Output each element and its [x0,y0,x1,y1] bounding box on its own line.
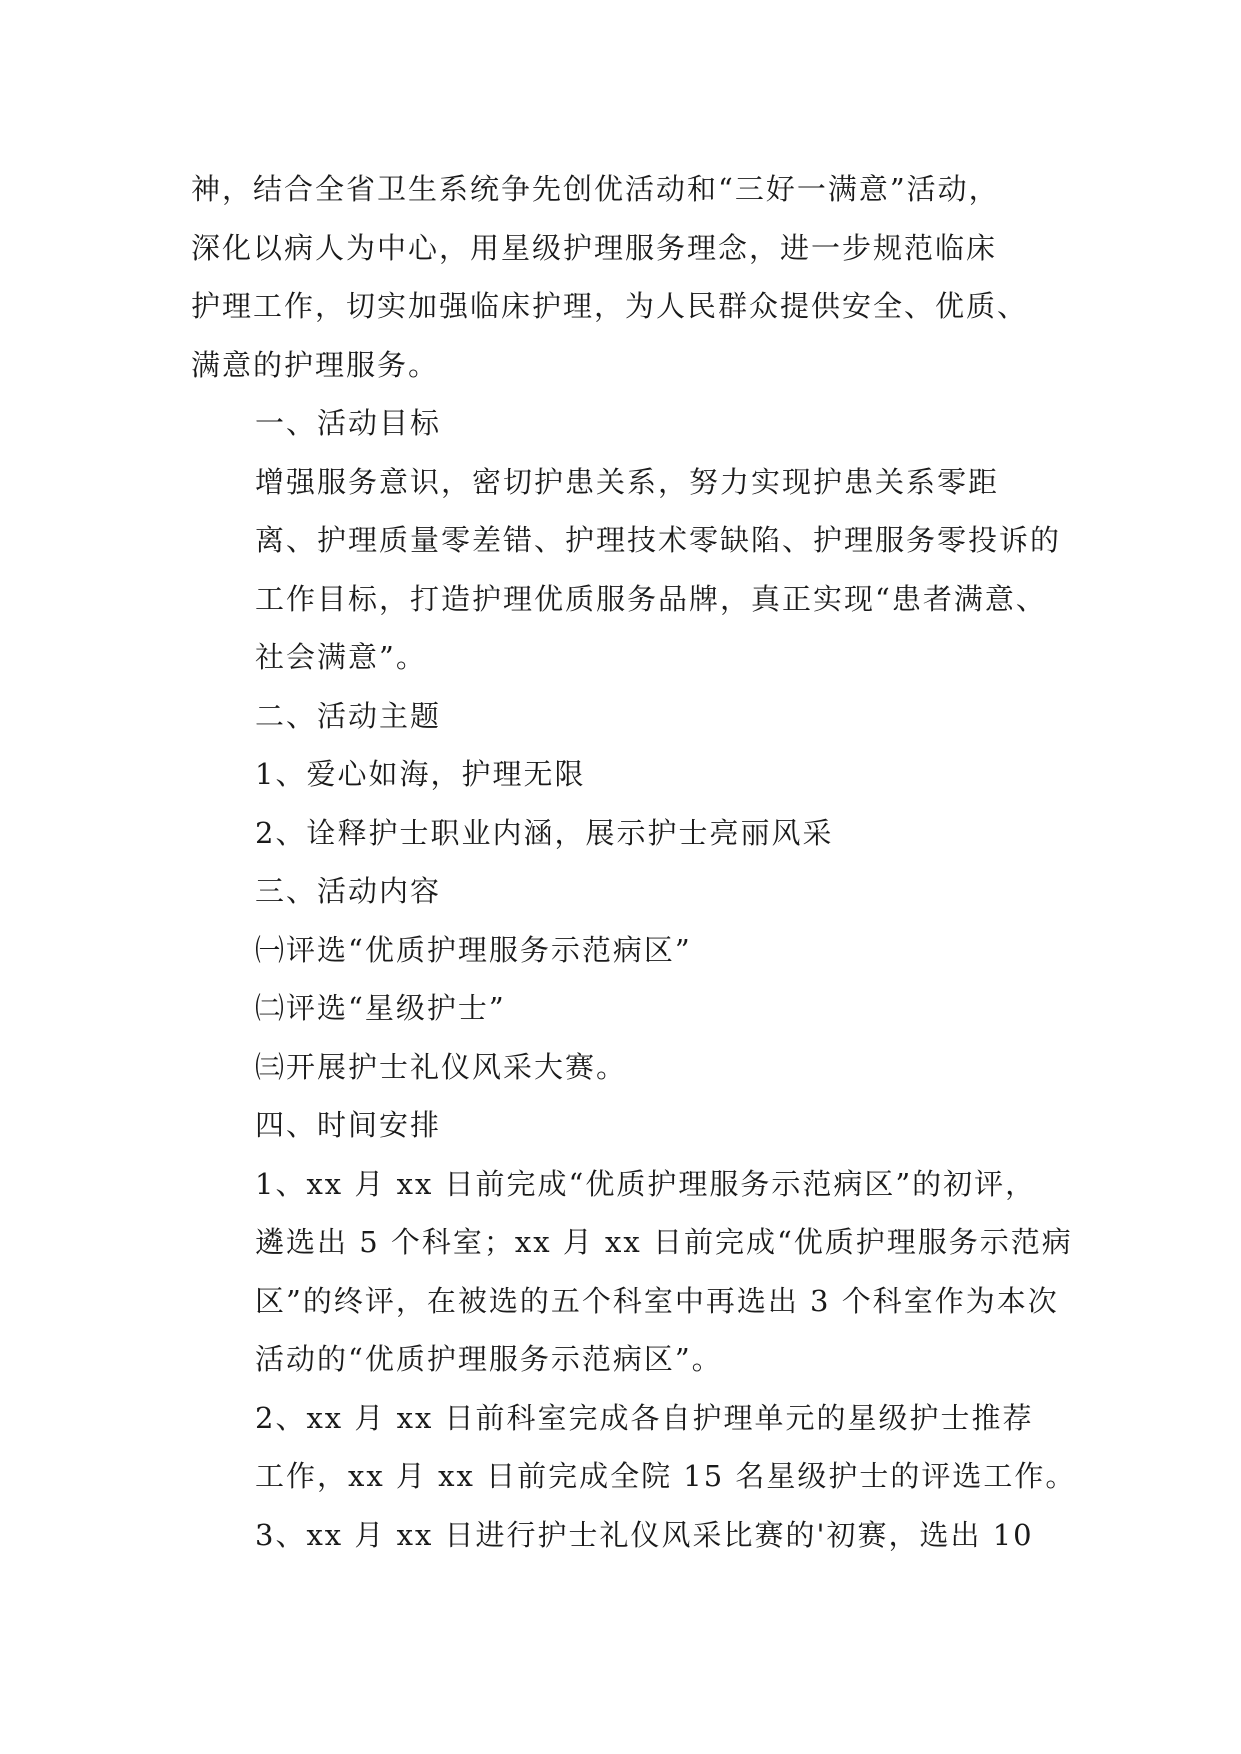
paragraph [191,1506,1051,1565]
text-line: 神，结合全省卫生系统争先创优活动和“三好一满意”活动， [191,172,1000,206]
paragraph [191,687,1051,746]
paragraph [191,862,1051,921]
text-line: 三、活动内容 [255,874,442,908]
text-line: ㈠评选“优质护理服务示范病区” [255,932,692,967]
paragraph [191,1389,1077,1506]
document-body [191,160,1077,1564]
text-line: 四、时间安排 [255,1108,442,1142]
paragraph [191,1038,1051,1097]
paragraph [191,921,1051,980]
text-line: 1、xx 月 xx 日前完成“优质护理服务示范病区”的初评， [255,1166,1037,1201]
text-line: 工作，xx 月 xx 日前完成全院 15 名星级护士的评选工作。 [255,1459,1077,1493]
text-line: ㈢开展护士礼仪风采大赛。 [255,1049,628,1084]
paragraph [191,1155,1073,1389]
text-line: 满意的护理服务。 [191,347,440,382]
text-line: 二、活动主题 [255,698,442,733]
text-line: 增强服务意识，密切护患关系，努力实现护患关系零距 [255,464,1000,499]
paragraph [191,979,1051,1038]
text-line: 2、诠释护士职业内涵，展示护士亮丽风采 [255,815,834,850]
text-line: 1、爱心如海，护理无限 [255,757,586,791]
text-line: 护理工作，切实加强临床护理，为人民群众提供安全、优质、 [191,289,1029,323]
text-line: ㈡评选“星级护士” [255,991,506,1025]
text-line: 活动的“优质护理服务示范病区”。 [255,1342,723,1376]
paragraph [191,804,1051,863]
text-line: 3、xx 月 xx 日进行护士礼仪风采比赛的'初赛，选出 10 [255,1517,1034,1552]
text-line: 一、活动目标 [255,406,442,440]
text-line: 深化以病人为中心，用星级护理服务理念，进一步规范临床 [191,230,998,265]
text-line: 工作目标，打造护理优质服务品牌，真正实现“患者满意、 [255,581,1047,616]
text-line: 遴选出 5 个科室；xx 月 xx 日前完成“优质护理服务示范病 [255,1225,1073,1259]
paragraph [191,453,1062,687]
paragraph [191,160,1051,394]
paragraph [191,745,1051,804]
text-line: 离、护理质量零差错、护理技术零缺陷、护理服务零投诉的 [255,523,1062,557]
paragraph [191,394,1051,453]
paragraph [191,1096,1051,1155]
text-line: 2、xx 月 xx 日前科室完成各自护理单元的星级护士推荐 [255,1400,1034,1435]
text-line: 区”的终评，在被选的五个科室中再选出 3 个科室作为本次 [255,1283,1059,1318]
text-line: 社会满意”。 [255,640,427,674]
